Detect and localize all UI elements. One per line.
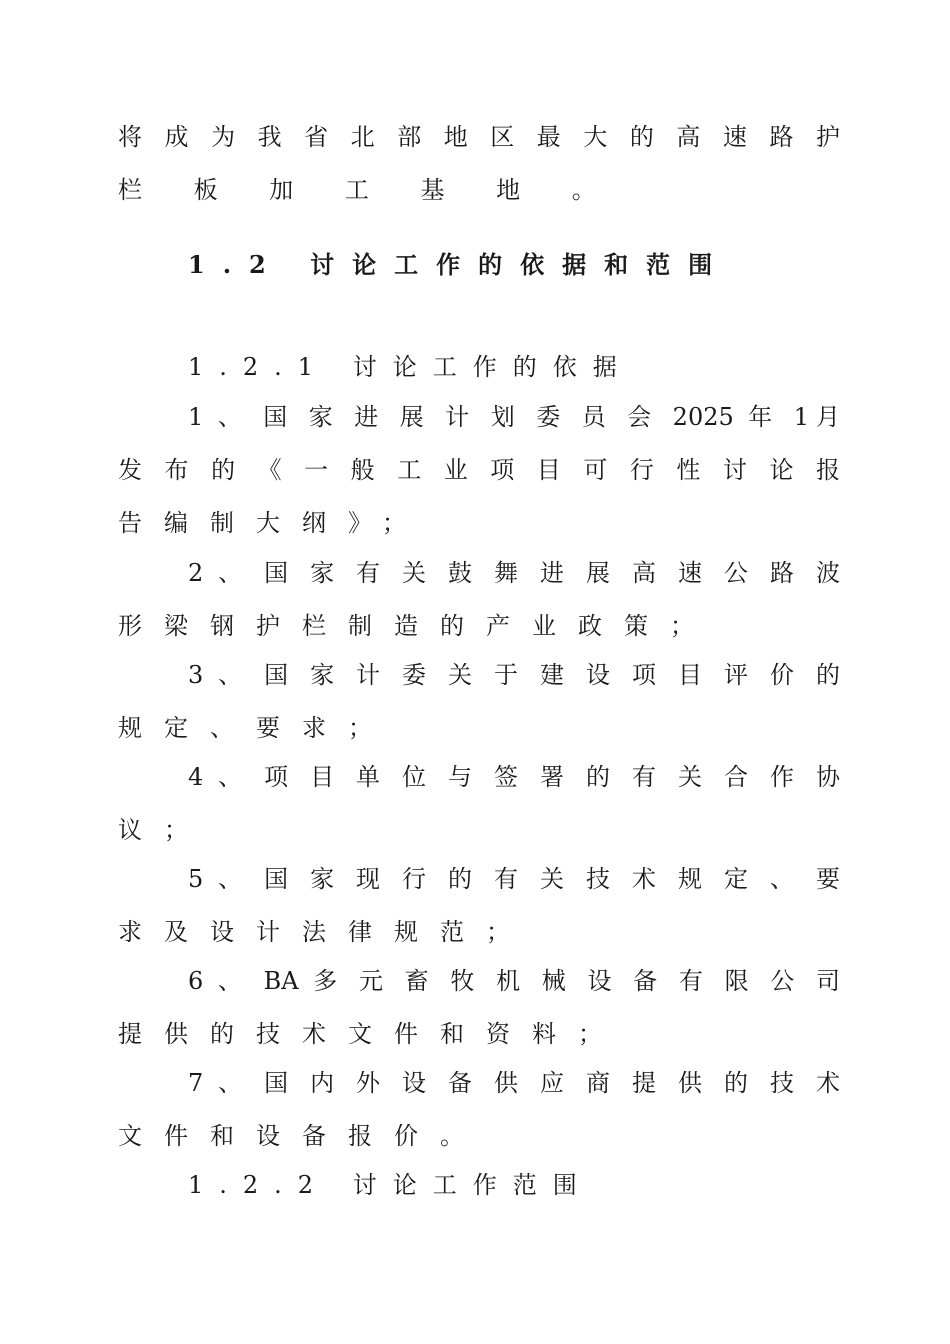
list-item-1-cont: 发 布 的 《 一 般 工 业 项 目 可 行 性 讨 论 报 (118, 456, 840, 484)
list-item-7: 7 、 国 内 外 设 备 供 应 商 提 供 的 技 术 (188, 1069, 840, 1097)
list-item-3-cont: 规定、要求； (118, 714, 394, 742)
section-heading-1-2: 1.2 讨论工作的依据和范围 (188, 250, 731, 279)
list-item-6: 6 、 BA 多 元 畜 牧 机 械 设 备 有 限 公 司 (188, 967, 840, 995)
paragraph-line: 栏 板 加 工 基 地 。 (118, 176, 618, 204)
list-item-1: 1 、 国 家 进 展 计 划 委 员 会 2025 年 1月 (188, 403, 840, 431)
list-item-6-cont: 提供的技术文件和资料； (118, 1020, 624, 1048)
subsection-heading-1-2-2: 1.2.2 讨论工作范围 (188, 1171, 593, 1199)
list-item-5: 5 、 国 家 现 行 的 有 关 技 术 规 定 、 要 (188, 865, 840, 893)
list-item-1-cont: 告编制大纲》； (118, 509, 428, 537)
list-item-3: 3 、 国 家 计 委 关 于 建 设 项 目 评 价 的 (188, 661, 840, 689)
list-item-2-cont: 形梁钢护栏制造的产业政策； (118, 612, 716, 640)
list-item-5-cont: 求及设计法律规范； (118, 918, 532, 946)
list-item-4-cont: 议； (118, 816, 210, 844)
list-item-2: 2 、 国 家 有 关 鼓 舞 进 展 高 速 公 路 波 (188, 559, 840, 587)
list-item-4: 4 、 项 目 单 位 与 签 署 的 有 关 合 作 协 (188, 763, 840, 791)
list-item-7-cont: 文件和设备报价。 (118, 1122, 486, 1150)
subsection-heading-1-2-1: 1.2.1 讨论工作的依据 (188, 353, 633, 381)
paragraph-line: 将 成 为 我 省 北 部 地 区 最 大 的 高 速 路 护 (118, 123, 840, 151)
